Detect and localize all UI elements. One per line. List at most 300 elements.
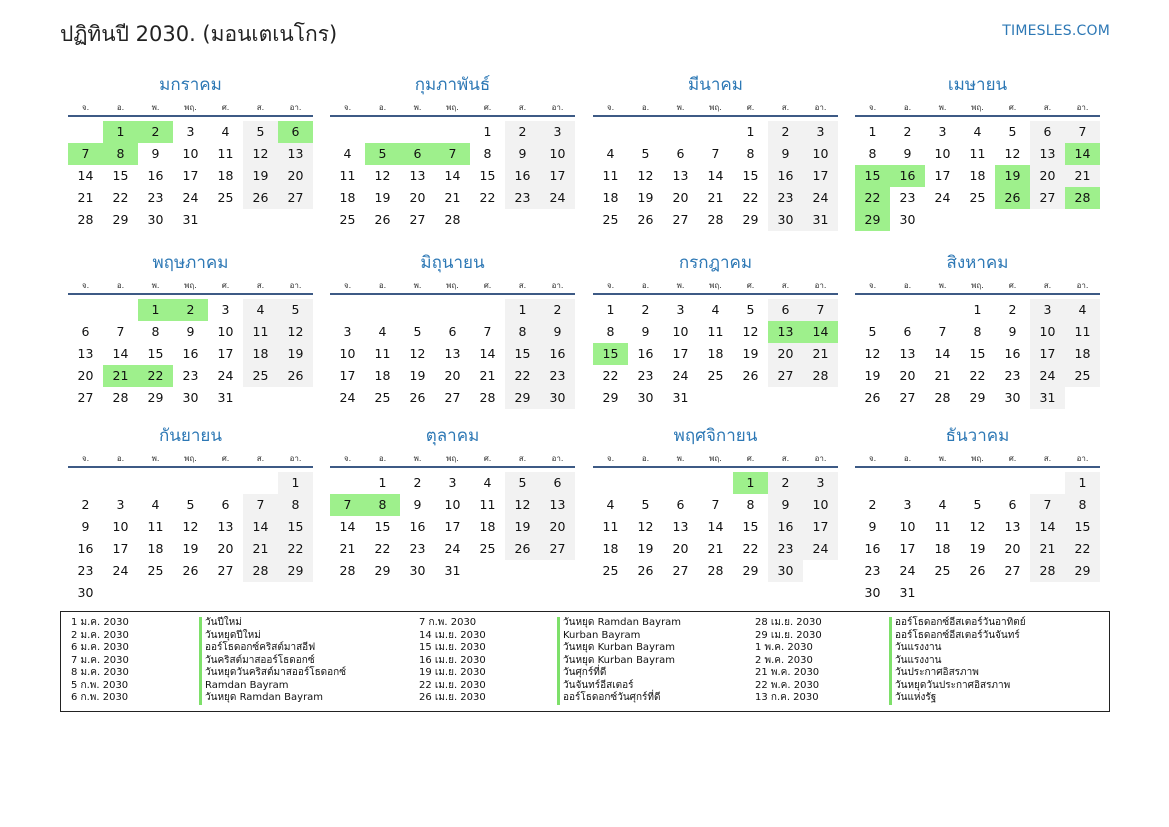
day-cell: 13 [899, 346, 916, 361]
weekday-label: ศ. [746, 281, 755, 290]
holiday-day-cell: 19 [995, 165, 1030, 187]
day-cell: 8 [746, 497, 755, 512]
day-cell: 3 [116, 497, 125, 512]
weekday-label: พฤ. [971, 103, 984, 112]
day-cell: 1 [973, 302, 982, 317]
empty-cell [628, 121, 663, 143]
legend-holiday-name: วันคริสต์มาสออร์โธดอกซ์ [199, 655, 346, 668]
weekday-label: ส. [256, 281, 265, 290]
day-cell: 13 [672, 519, 689, 534]
day-cell: 29 [505, 387, 540, 409]
day-cell: 29 [374, 563, 391, 578]
day-cell: 16 [505, 165, 540, 187]
day-cell: 4 [343, 146, 352, 161]
day-cell: 18 [147, 541, 164, 556]
day-cell: 2 [641, 302, 650, 317]
weekday-label: พฤ. [709, 281, 722, 290]
day-cell: 17 [339, 368, 356, 383]
day-cell: 15 [742, 519, 759, 534]
legend-col-1-dates [71, 617, 129, 705]
day-cell: 14 [479, 346, 496, 361]
day-cell: 28 [444, 212, 461, 227]
month-name: เมษายน [947, 75, 1008, 95]
day-cell: 1 [378, 475, 387, 490]
empty-cell [68, 472, 103, 494]
empty-cell [68, 299, 103, 321]
empty-cell [103, 299, 138, 321]
day-cell: 8 [973, 324, 982, 339]
day-cell: 6 [768, 299, 803, 321]
legend-col-1-names [199, 617, 346, 705]
day-cell: 29 [112, 212, 129, 227]
legend-holiday-name: วันศุกร์ที่ดี [557, 667, 681, 680]
empty-cell [925, 472, 960, 494]
day-cell: 26 [374, 212, 391, 227]
weekday-label: พ. [938, 103, 947, 112]
weekday-label: จ. [81, 103, 90, 112]
day-cell: 14 [77, 168, 94, 183]
legend-date: 22 เม.ย. 2030 [419, 679, 486, 691]
weekday-label: พฤ. [709, 454, 722, 463]
day-cell: 24 [339, 390, 356, 405]
weekday-label: ส. [1043, 103, 1052, 112]
weekday-header [330, 278, 575, 295]
weekday-label: อ. [641, 281, 650, 290]
day-cell: 12 [637, 519, 654, 534]
day-cell: 12 [637, 168, 654, 183]
empty-cell [628, 472, 663, 494]
weekday-label: จ. [343, 281, 352, 290]
holiday-day-cell: 13 [768, 321, 803, 343]
weekday-label: ศ. [1008, 103, 1017, 112]
day-cell: 16 [864, 541, 881, 556]
day-cell: 24 [182, 190, 199, 205]
month-name: พฤษภาคม [152, 253, 229, 273]
legend-date: 1 พ.ค. 2030 [755, 642, 813, 653]
weekday-label: ศ. [483, 281, 492, 290]
day-cell: 25 [602, 212, 619, 227]
empty-cell [208, 472, 243, 494]
day-cell: 29 [147, 390, 164, 405]
day-cell: 13 [77, 346, 94, 361]
legend-holiday-name: วันแรงงาน [889, 655, 1026, 668]
day-cell: 28 [479, 390, 496, 405]
weekday-label: ส. [518, 103, 527, 112]
day-cell: 11 [602, 519, 619, 534]
weekday-label: ส. [781, 454, 790, 463]
day-grid [855, 121, 1100, 231]
day-cell: 19 [278, 343, 313, 365]
day-cell: 3 [803, 472, 838, 494]
day-cell: 30 [768, 560, 803, 582]
day-cell: 4 [151, 497, 160, 512]
weekday-label: พ. [676, 281, 685, 290]
day-cell: 9 [868, 519, 877, 534]
day-cell: 12 [182, 519, 199, 534]
day-cell: 28 [1030, 560, 1065, 582]
day-cell: 10 [112, 519, 129, 534]
legend-date: 6 ม.ค. 2030 [71, 642, 129, 653]
day-cell: 27 [444, 390, 461, 405]
day-cell: 11 [479, 497, 496, 512]
empty-cell [855, 299, 890, 321]
month-name: มกราคม [159, 75, 222, 95]
day-cell: 18 [374, 368, 391, 383]
day-cell: 23 [1004, 368, 1021, 383]
weekday-label: พ. [151, 454, 160, 463]
weekday-label: อา. [814, 103, 827, 112]
day-cell: 27 [672, 563, 689, 578]
day-cell: 31 [803, 209, 838, 231]
legend-date: 1 ม.ค. 2030 [71, 617, 129, 628]
day-cell: 14 [707, 168, 724, 183]
weekday-header [855, 100, 1100, 117]
site-link[interactable]: TIMESLES.COM [1002, 23, 1110, 39]
day-cell: 2 [505, 121, 540, 143]
day-cell: 26 [742, 368, 759, 383]
month-block [330, 421, 575, 582]
day-cell: 16 [182, 346, 199, 361]
weekday-label: ศ. [746, 454, 755, 463]
month-name: มิถุนายน [420, 253, 485, 273]
day-cell: 29 [742, 212, 759, 227]
weekday-label: อา. [289, 454, 302, 463]
day-cell: 19 [969, 541, 986, 556]
day-cell: 20 [768, 343, 803, 365]
day-cell: 23 [182, 368, 199, 383]
day-grid [330, 472, 575, 582]
day-cell: 22 [112, 190, 129, 205]
day-cell: 24 [1030, 365, 1065, 387]
day-cell: 29 [602, 390, 619, 405]
day-cell: 30 [77, 585, 94, 600]
day-cell: 14 [1030, 516, 1065, 538]
legend-date: 16 เม.ย. 2030 [419, 654, 486, 666]
day-cell: 21 [339, 541, 356, 556]
legend-holiday-name: วันแรงงาน [889, 642, 1026, 655]
day-cell: 27 [278, 187, 313, 209]
day-cell: 20 [672, 190, 689, 205]
holiday-day-cell: 2 [138, 121, 173, 143]
day-cell: 22 [479, 190, 496, 205]
day-cell: 25 [243, 365, 278, 387]
day-cell: 15 [742, 168, 759, 183]
weekday-label: ศ. [221, 103, 230, 112]
weekday-label: อา. [1076, 454, 1089, 463]
day-cell: 8 [746, 146, 755, 161]
day-cell: 9 [1008, 324, 1017, 339]
legend-col-2-dates [419, 617, 486, 705]
legend-holiday-name: วันจันทร์อีสเตอร์ [557, 680, 681, 693]
empty-cell [365, 299, 400, 321]
month-name: สิงหาคม [946, 253, 1009, 273]
weekday-label: ศ. [483, 103, 492, 112]
day-cell: 21 [707, 190, 724, 205]
empty-cell [435, 299, 470, 321]
day-cell: 7 [938, 324, 947, 339]
weekday-label: จ. [606, 454, 615, 463]
day-cell: 2 [1008, 302, 1017, 317]
weekday-header [593, 451, 838, 468]
month-name: ตุลาคม [425, 426, 480, 446]
day-cell: 27 [77, 390, 94, 405]
day-cell: 10 [1030, 321, 1065, 343]
day-cell: 28 [934, 390, 951, 405]
weekday-label: จ. [81, 281, 90, 290]
day-cell: 23 [864, 563, 881, 578]
day-grid [855, 472, 1100, 604]
day-cell: 18 [243, 343, 278, 365]
day-cell: 11 [934, 519, 951, 534]
day-cell: 14 [339, 519, 356, 534]
day-cell: 16 [147, 168, 164, 183]
day-cell: 8 [151, 324, 160, 339]
day-cell: 23 [409, 541, 426, 556]
day-cell: 14 [934, 346, 951, 361]
day-cell: 7 [116, 324, 125, 339]
empty-cell [68, 121, 103, 143]
holiday-day-cell: 8 [103, 143, 138, 165]
day-cell: 25 [1065, 365, 1100, 387]
day-cell: 15 [479, 168, 496, 183]
day-cell: 23 [899, 190, 916, 205]
day-cell: 27 [540, 538, 575, 560]
day-cell: 26 [505, 538, 540, 560]
day-cell: 23 [768, 538, 803, 560]
day-cell: 9 [768, 143, 803, 165]
day-cell: 1 [606, 302, 615, 317]
day-cell: 30 [409, 563, 426, 578]
day-cell: 29 [969, 390, 986, 405]
legend-holiday-name: วันหยุด Kurban Bayram [557, 642, 681, 655]
legend-holiday-name: วันปีใหม่ [199, 617, 346, 630]
day-grid [593, 299, 838, 409]
weekday-label: อ. [641, 454, 650, 463]
day-cell: 4 [243, 299, 278, 321]
day-cell: 21 [479, 368, 496, 383]
weekday-label: จ. [868, 103, 877, 112]
weekday-label: ส. [256, 454, 265, 463]
weekday-label: จ. [606, 281, 615, 290]
legend-holiday-name: วันหยุดวันประกาศอิสรภาพ [889, 680, 1026, 693]
day-cell: 12 [278, 321, 313, 343]
month-block [330, 248, 575, 409]
weekday-label: ศ. [221, 281, 230, 290]
weekday-label: พฤ. [971, 281, 984, 290]
day-cell: 9 [81, 519, 90, 534]
empty-cell [890, 299, 925, 321]
day-grid [68, 121, 313, 231]
weekday-label: จ. [868, 281, 877, 290]
day-cell: 8 [1065, 494, 1100, 516]
legend-holiday-name: ออร์โธดอกซ์อีสเตอร์วันจันทร์ [889, 630, 1026, 643]
day-cell: 16 [540, 343, 575, 365]
day-cell: 19 [505, 516, 540, 538]
day-cell: 5 [1008, 124, 1017, 139]
day-cell: 4 [221, 124, 230, 139]
day-cell: 24 [672, 368, 689, 383]
day-cell: 8 [483, 146, 492, 161]
day-cell: 22 [505, 365, 540, 387]
day-cell: 22 [742, 190, 759, 205]
day-cell: 27 [768, 365, 803, 387]
day-cell: 26 [637, 563, 654, 578]
day-cell: 15 [505, 343, 540, 365]
day-cell: 18 [602, 541, 619, 556]
weekday-label: ศ. [483, 454, 492, 463]
weekday-label: อา. [814, 454, 827, 463]
day-cell: 17 [217, 346, 234, 361]
day-cell: 3 [343, 324, 352, 339]
weekday-label: อ. [641, 103, 650, 112]
weekday-label: จ. [343, 454, 352, 463]
day-cell: 21 [77, 190, 94, 205]
empty-cell [103, 472, 138, 494]
day-cell: 5 [278, 299, 313, 321]
day-cell: 2 [903, 124, 912, 139]
day-cell: 26 [864, 390, 881, 405]
holiday-day-cell: 7 [330, 494, 365, 516]
day-cell: 11 [602, 168, 619, 183]
day-cell: 4 [973, 124, 982, 139]
empty-cell [400, 121, 435, 143]
empty-cell [663, 121, 698, 143]
day-grid [593, 121, 838, 231]
day-cell: 5 [413, 324, 422, 339]
holiday-day-cell: 22 [855, 187, 890, 209]
weekday-label: ส. [518, 281, 527, 290]
weekday-label: อ. [378, 454, 387, 463]
day-cell: 17 [182, 168, 199, 183]
month-block [68, 421, 313, 604]
day-cell: 19 [409, 368, 426, 383]
day-cell: 31 [899, 585, 916, 600]
day-cell: 18 [934, 541, 951, 556]
day-cell: 3 [186, 124, 195, 139]
month-name: ธันวาคม [945, 426, 1010, 446]
day-cell: 10 [803, 143, 838, 165]
day-cell: 3 [938, 124, 947, 139]
weekday-label: อ. [903, 281, 912, 290]
day-cell: 1 [505, 299, 540, 321]
month-name: มีนาคม [688, 75, 743, 95]
day-cell: 27 [1030, 187, 1065, 209]
day-cell: 6 [221, 497, 230, 512]
day-cell: 3 [676, 302, 685, 317]
day-cell: 29 [742, 563, 759, 578]
day-cell: 28 [243, 560, 278, 582]
day-cell: 26 [278, 365, 313, 387]
weekday-label: อา. [1076, 281, 1089, 290]
day-cell: 26 [637, 212, 654, 227]
empty-cell [138, 472, 173, 494]
day-cell: 7 [711, 146, 720, 161]
day-cell: 28 [77, 212, 94, 227]
weekday-label: พ. [151, 103, 160, 112]
day-cell: 21 [444, 190, 461, 205]
month-name: พฤศจิกายน [673, 426, 758, 446]
holiday-day-cell: 26 [995, 187, 1030, 209]
day-cell: 22 [374, 541, 391, 556]
day-cell: 17 [540, 165, 575, 187]
day-cell: 6 [676, 497, 685, 512]
legend-date: 7 ก.พ. 2030 [419, 617, 477, 628]
weekday-label: พฤ. [446, 454, 459, 463]
day-cell: 24 [112, 563, 129, 578]
day-cell: 16 [768, 516, 803, 538]
day-cell: 11 [374, 346, 391, 361]
day-cell: 4 [938, 497, 947, 512]
day-cell: 13 [672, 168, 689, 183]
weekday-label: ส. [781, 281, 790, 290]
month-name: กรกฎาคม [678, 253, 753, 273]
weekday-label: อา. [551, 454, 564, 463]
day-cell: 5 [505, 472, 540, 494]
weekday-label: จ. [868, 454, 877, 463]
day-cell: 13 [1030, 143, 1065, 165]
day-cell: 12 [864, 346, 881, 361]
weekday-header [593, 100, 838, 117]
weekday-label: พฤ. [446, 281, 459, 290]
day-cell: 27 [899, 390, 916, 405]
day-cell: 10 [339, 346, 356, 361]
legend-date: 28 เม.ย. 2030 [755, 617, 822, 628]
day-cell: 6 [540, 472, 575, 494]
day-cell: 30 [864, 585, 881, 600]
day-cell: 3 [803, 121, 838, 143]
day-cell: 26 [182, 563, 199, 578]
day-cell: 18 [217, 168, 234, 183]
day-cell: 8 [868, 146, 877, 161]
day-cell: 18 [602, 190, 619, 205]
day-grid [68, 299, 313, 409]
holiday-day-cell: 8 [365, 494, 400, 516]
day-cell: 20 [672, 541, 689, 556]
day-cell: 30 [182, 390, 199, 405]
day-cell: 11 [243, 321, 278, 343]
weekday-label: อ. [116, 281, 125, 290]
legend-holiday-name: ออร์โธดอกซ์คริสต์มาสอีฟ [199, 642, 346, 655]
weekday-label: พฤ. [971, 454, 984, 463]
day-cell: 24 [540, 187, 575, 209]
legend-date: 26 เม.ย. 2030 [419, 692, 486, 703]
day-cell: 2 [768, 121, 803, 143]
empty-cell [663, 472, 698, 494]
day-cell: 17 [1030, 343, 1065, 365]
weekday-label: อา. [289, 281, 302, 290]
empty-cell [890, 472, 925, 494]
weekday-label: พฤ. [446, 103, 459, 112]
day-cell: 21 [243, 538, 278, 560]
day-cell: 10 [803, 494, 838, 516]
day-cell: 18 [1065, 343, 1100, 365]
day-cell: 1 [483, 124, 492, 139]
legend-holiday-name: Ramdan Bayram [199, 680, 346, 693]
legend-holiday-name: วันหยุด Ramdan Bayram [199, 692, 346, 705]
weekday-label: พ. [676, 103, 685, 112]
day-cell: 5 [746, 302, 755, 317]
day-cell: 14 [112, 346, 129, 361]
day-cell: 6 [1008, 497, 1017, 512]
day-cell: 17 [112, 541, 129, 556]
day-cell: 18 [707, 346, 724, 361]
day-cell: 15 [374, 519, 391, 534]
holiday-day-cell: 14 [1065, 143, 1100, 165]
holiday-day-cell: 21 [103, 365, 138, 387]
day-cell: 30 [147, 212, 164, 227]
day-cell: 2 [768, 472, 803, 494]
day-cell: 1 [868, 124, 877, 139]
